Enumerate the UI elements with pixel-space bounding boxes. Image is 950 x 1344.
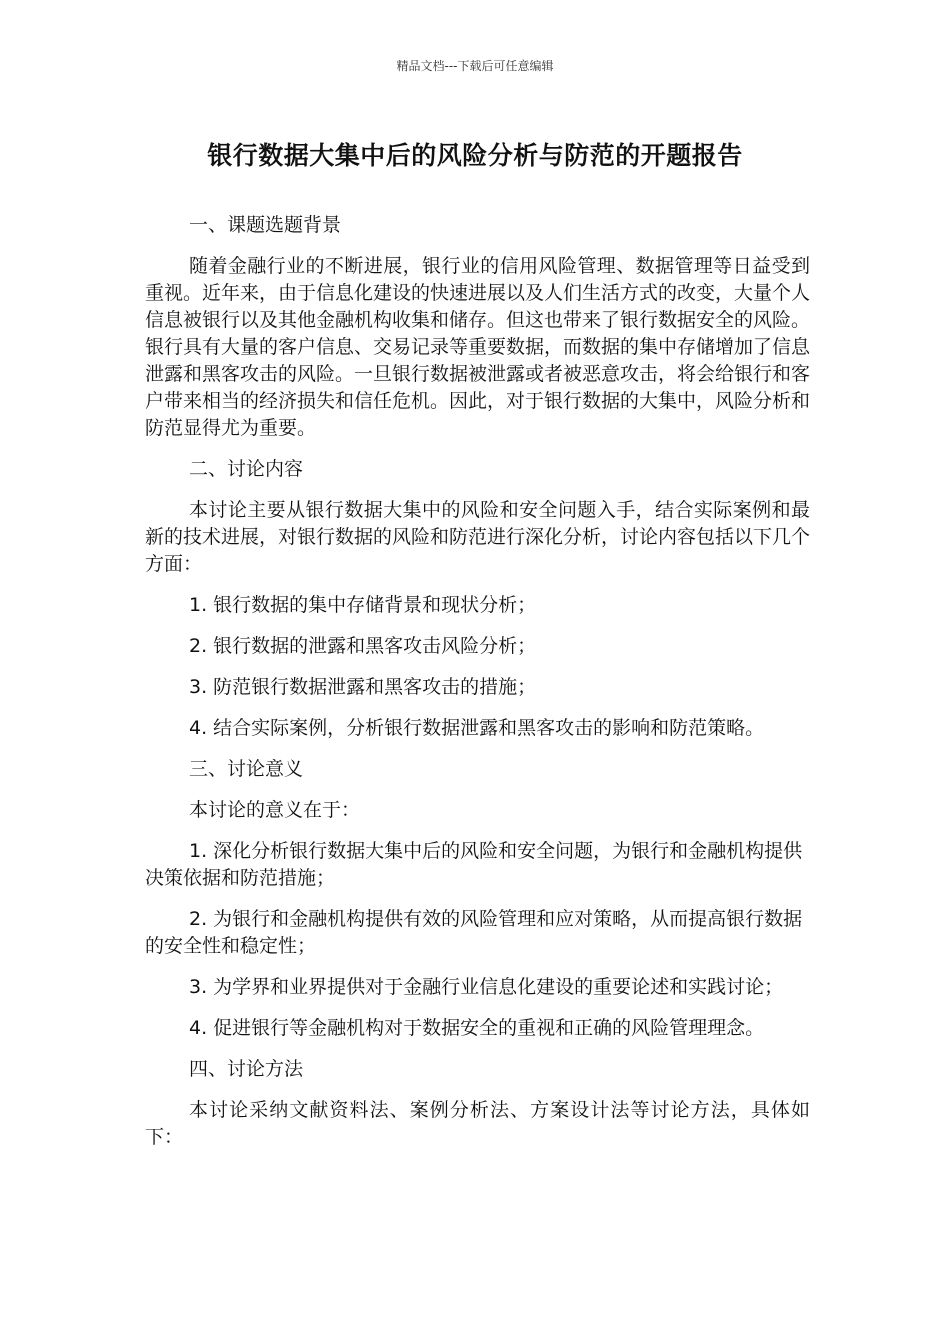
document-body <box>145 212 810 1165</box>
significance-list-item: 3. 为学界和业界提供对于金融行业信息化建设的重要论述和实践讨论； <box>189 976 784 998</box>
content-intro-paragraph: 本讨论主要从银行数据大集中的风险和安全问题入手，结合实际案例和最新的技术进展，对银行数据的风险和防范进行深化分析，讨论内容包括以下几个方面： <box>145 499 811 575</box>
method-intro-paragraph: 本讨论采纳文献资料法、案例分析法、方案设计法等讨论方法，具体如下： <box>145 1099 810 1148</box>
content-list-item: 3. 防范银行数据泄露和黑客攻击的措施； <box>189 676 537 698</box>
document-title: 银行数据大集中后的风险分析与防范的开题报告 <box>207 141 743 170</box>
background-paragraph: 随着金融行业的不断进展，银行业的信用风险管理、数据管理等日益受到重视。近年来，由于信息化建设的快速进展以及人们生活方式的改变，大量个人信息被银行以及其他金融机构收集和储存。但这也带来了银行数据安全的风险。银行具有大量的客户信息、交易记录等重要数据，而数据的集中存储增加了信息泄露和黑客攻击的风险。一旦银行数据被泄露或者被恶意攻击，将会给银行和客户带来相当的经济损失和信任危机。因此，对于银行数据的大集中，风险分析和防范显得尤为重要。 <box>145 255 811 439</box>
section-heading-significance: 三、讨论意义 <box>189 758 304 780</box>
section-heading-background: 一、课题选题背景 <box>189 214 342 236</box>
significance-intro-paragraph: 本讨论的意义在于： <box>189 799 361 821</box>
section-heading-content: 二、讨论内容 <box>189 458 304 480</box>
content-list-item: 1. 银行数据的集中存储背景和现状分析； <box>189 594 537 616</box>
significance-list-item: 1. 深化分析银行数据大集中后的风险和安全问题，为银行和金融机构提供决策依据和防范措施； <box>145 840 803 889</box>
header-note: 精品文档---下载后可任意编辑 <box>396 59 554 73</box>
content-list-item: 4. 结合实际案例，分析银行数据泄露和黑客攻击的影响和防范策略。 <box>189 717 765 739</box>
section-heading-method: 四、讨论方法 <box>189 1058 304 1080</box>
significance-list-item: 2. 为银行和金融机构提供有效的风险管理和应对策略，从而提高银行数据的安全性和稳定性； <box>145 908 803 957</box>
content-list-item: 2. 银行数据的泄露和黑客攻击风险分析； <box>189 635 537 657</box>
significance-list-item: 4. 促进银行等金融机构对于数据安全的重视和正确的风险管理理念。 <box>189 1017 765 1039</box>
